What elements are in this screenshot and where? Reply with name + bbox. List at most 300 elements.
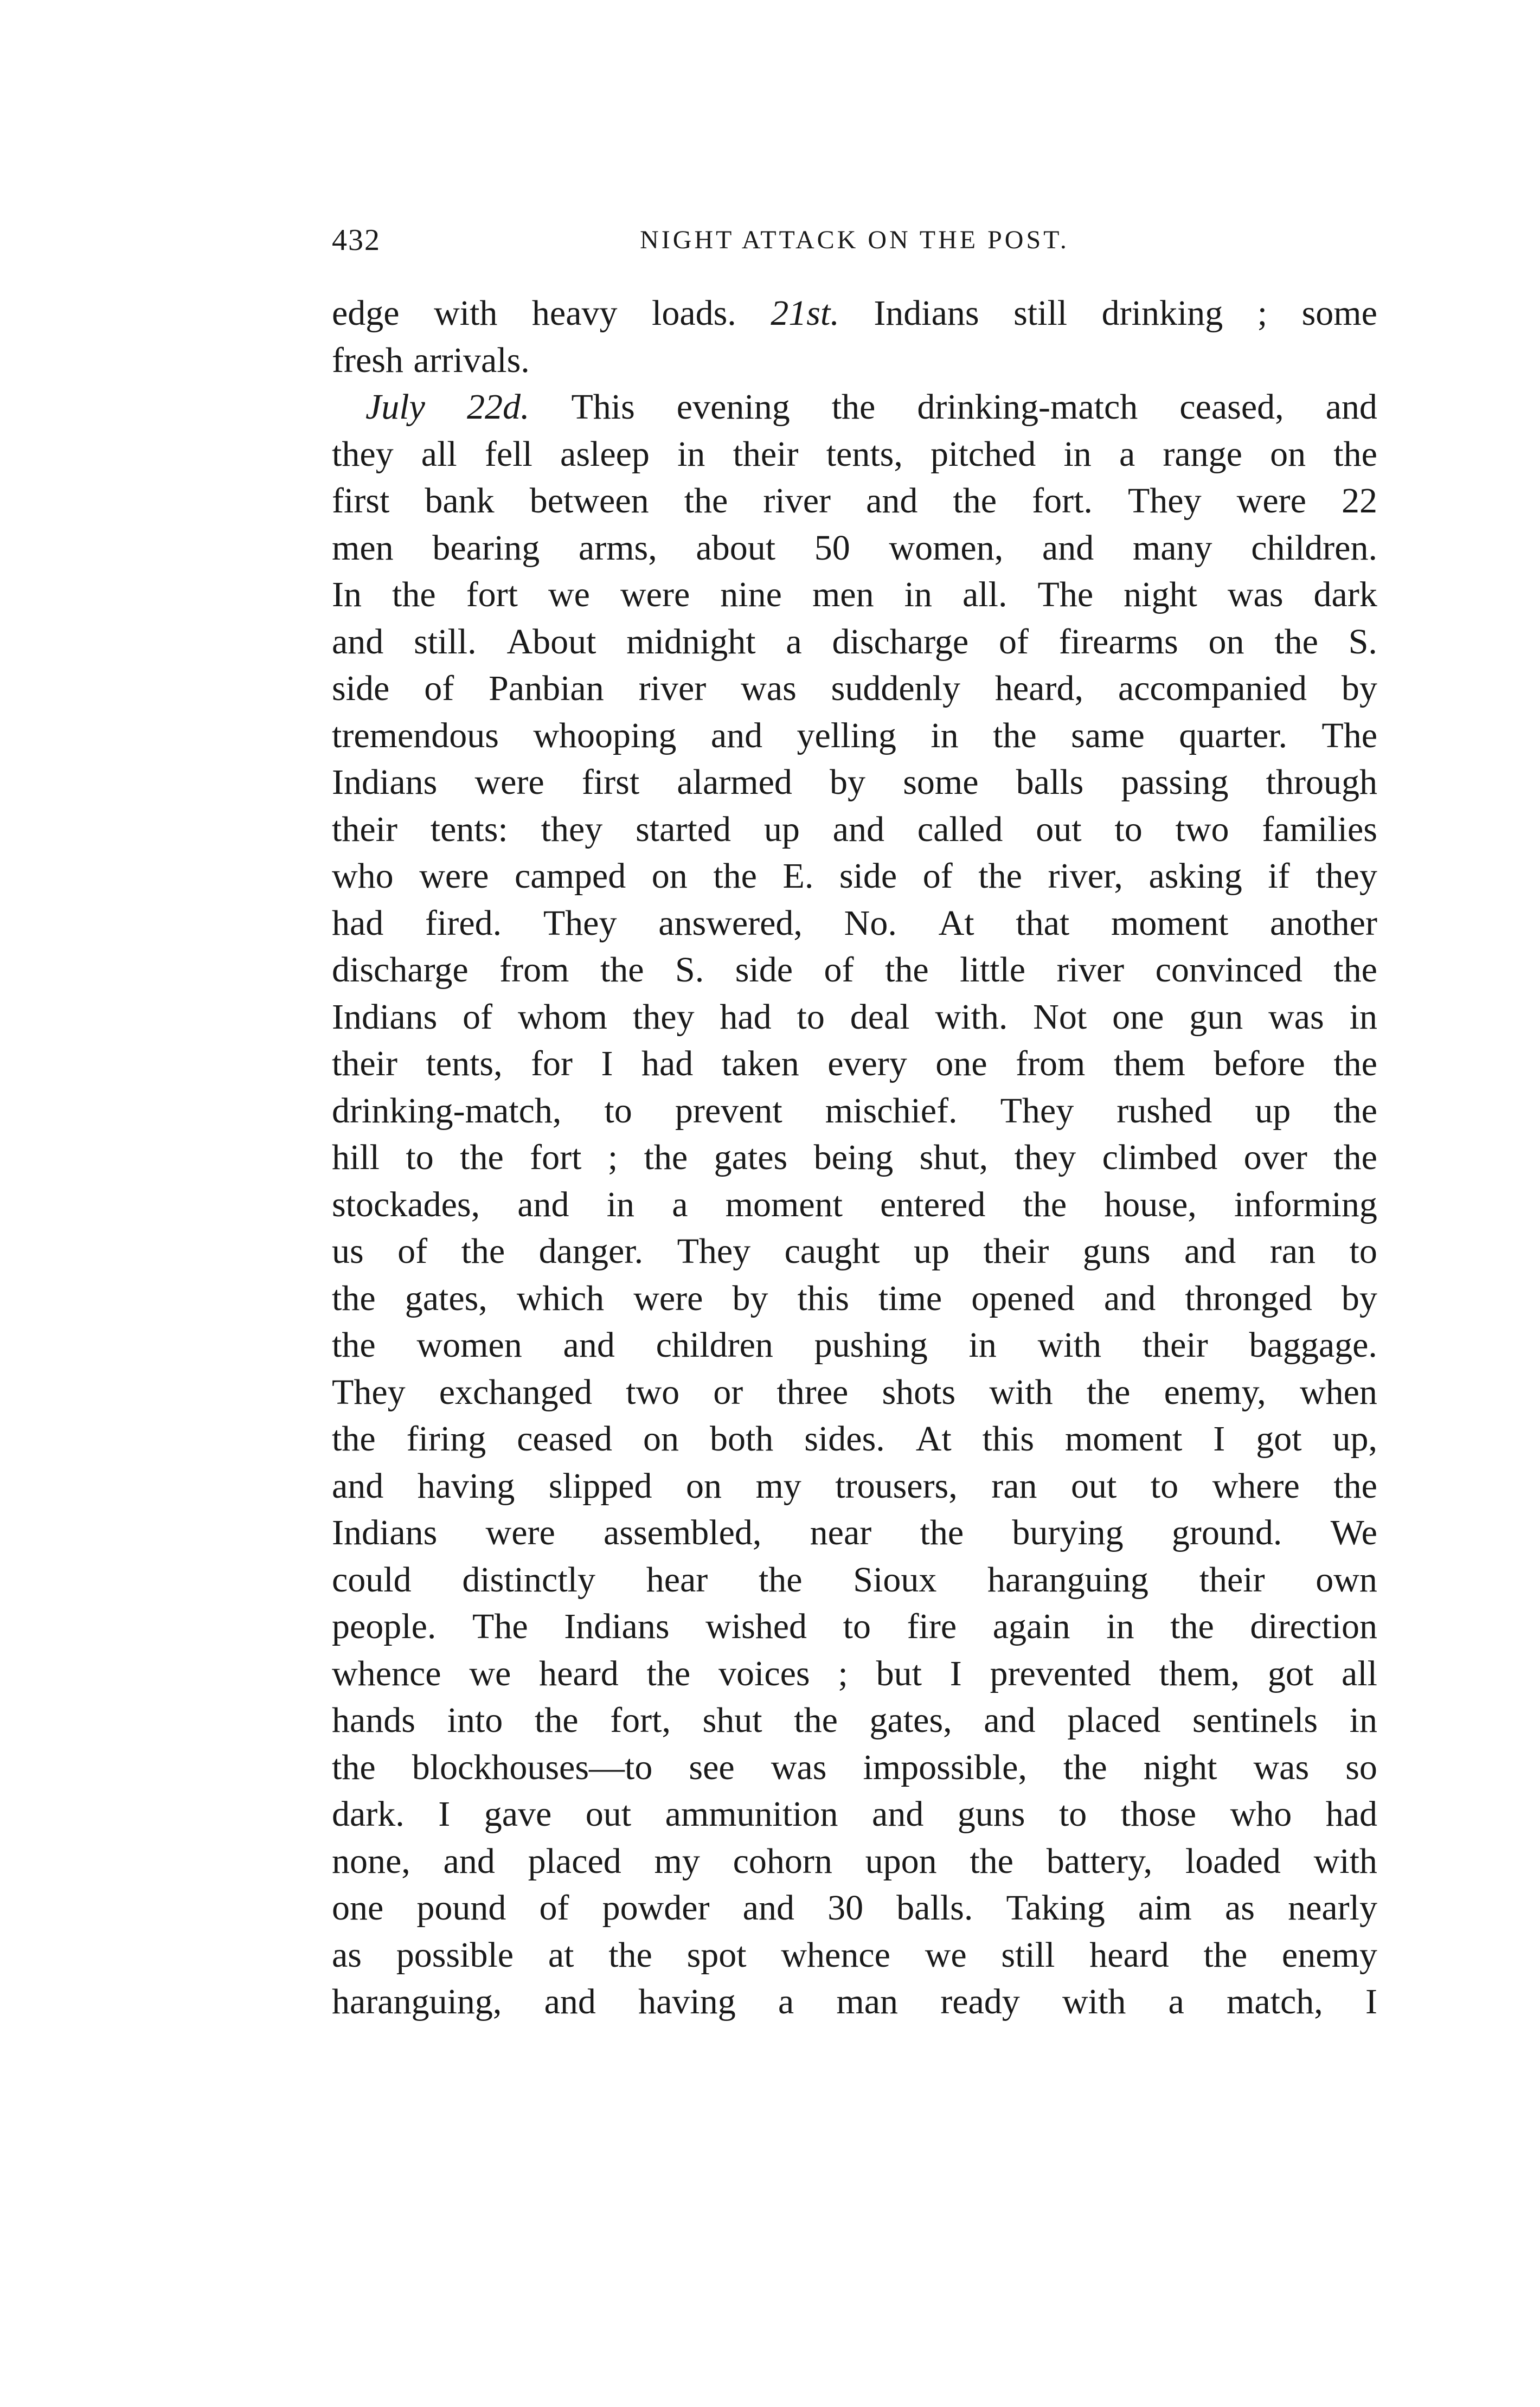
word: and bbox=[517, 1184, 569, 1224]
word: all bbox=[1341, 1653, 1377, 1693]
word: pushing bbox=[814, 1325, 928, 1365]
word: evening bbox=[676, 387, 790, 427]
text-line bbox=[332, 525, 1377, 572]
word: they bbox=[541, 809, 603, 849]
word: tents, bbox=[826, 434, 903, 474]
word: fort bbox=[530, 1138, 582, 1177]
word: to bbox=[406, 1138, 434, 1177]
word: one bbox=[332, 1888, 384, 1928]
word: placed bbox=[528, 1841, 621, 1881]
word: placed bbox=[1067, 1700, 1161, 1740]
word: of bbox=[397, 1231, 428, 1271]
word: the bbox=[1274, 621, 1318, 662]
word: stockades, bbox=[332, 1184, 480, 1224]
word: nearly bbox=[1288, 1888, 1377, 1928]
text-line bbox=[332, 1182, 1377, 1229]
word: the bbox=[758, 1559, 803, 1600]
word: burying bbox=[1012, 1513, 1124, 1552]
word: and bbox=[742, 1888, 794, 1928]
word: night bbox=[1143, 1747, 1217, 1787]
word: time bbox=[878, 1278, 942, 1318]
word: river, bbox=[1048, 856, 1123, 896]
word: drinking-match bbox=[917, 387, 1138, 427]
word: ceased, bbox=[1179, 387, 1284, 427]
word: a bbox=[778, 1982, 794, 2021]
word: all bbox=[421, 434, 457, 474]
word: discharge bbox=[332, 950, 469, 990]
word: river bbox=[638, 669, 707, 708]
word: with bbox=[1313, 1841, 1377, 1881]
word: sides. bbox=[804, 1419, 885, 1459]
word: one bbox=[1112, 997, 1164, 1037]
word: Indians bbox=[332, 997, 438, 1037]
word: hands bbox=[332, 1700, 415, 1740]
word: night bbox=[1124, 575, 1197, 614]
word: fort bbox=[466, 575, 518, 614]
word: were bbox=[485, 1513, 555, 1552]
word: the bbox=[332, 1278, 376, 1318]
word: hear bbox=[646, 1559, 708, 1600]
word: ran bbox=[991, 1466, 1037, 1506]
word: little bbox=[960, 950, 1026, 990]
word: many bbox=[1132, 528, 1212, 568]
word: ready bbox=[940, 1982, 1020, 2021]
word: men bbox=[812, 575, 874, 614]
word: three bbox=[777, 1372, 849, 1412]
word: still bbox=[1001, 1935, 1055, 1975]
word: man bbox=[836, 1982, 899, 2021]
text-line bbox=[332, 1885, 1377, 1932]
word: were bbox=[419, 856, 489, 896]
word: asking bbox=[1148, 856, 1242, 896]
word: again bbox=[992, 1607, 1070, 1646]
word: still bbox=[1013, 293, 1068, 333]
word: this bbox=[797, 1278, 849, 1318]
word: Sioux bbox=[853, 1559, 937, 1600]
word: baggage. bbox=[1249, 1325, 1377, 1365]
word: fort, bbox=[610, 1700, 671, 1740]
word: had bbox=[332, 903, 384, 943]
word: the bbox=[646, 1653, 691, 1693]
italic-word: 21st. bbox=[771, 293, 839, 333]
word: firearms bbox=[1058, 621, 1178, 662]
word: Panbian bbox=[489, 669, 604, 708]
word: dark. bbox=[332, 1794, 405, 1834]
word: the bbox=[1333, 1090, 1377, 1131]
word: to bbox=[1058, 1794, 1087, 1834]
word: fresh bbox=[332, 340, 403, 380]
word: assembled, bbox=[604, 1513, 762, 1552]
word: to bbox=[1150, 1466, 1179, 1506]
text-line bbox=[332, 1134, 1377, 1182]
word: spot bbox=[686, 1935, 747, 1975]
word: pound bbox=[416, 1888, 506, 1928]
text-line bbox=[332, 337, 1377, 384]
word: firing bbox=[406, 1419, 486, 1459]
word: Indians bbox=[564, 1607, 670, 1646]
word: in bbox=[968, 1325, 997, 1365]
text-line bbox=[332, 1228, 1377, 1275]
word: nine bbox=[720, 575, 782, 614]
text-line bbox=[332, 1697, 1377, 1744]
text-line bbox=[332, 1088, 1377, 1135]
word: In bbox=[332, 575, 362, 614]
word: children. bbox=[1251, 528, 1377, 568]
word: the bbox=[1063, 1747, 1107, 1787]
word: or bbox=[713, 1372, 743, 1412]
word: as bbox=[332, 1935, 362, 1975]
word: in bbox=[1349, 997, 1377, 1037]
word: them bbox=[1113, 1044, 1185, 1083]
word: and bbox=[1042, 528, 1094, 568]
word: between bbox=[529, 481, 649, 521]
word: see bbox=[689, 1747, 735, 1787]
word: tents: bbox=[430, 809, 508, 849]
word: balls. bbox=[896, 1888, 973, 1928]
word: whence bbox=[781, 1935, 890, 1975]
word: a bbox=[786, 621, 802, 662]
word: camped bbox=[515, 856, 626, 896]
word: the bbox=[794, 1700, 838, 1740]
word: first bbox=[581, 762, 640, 802]
word: and bbox=[332, 1466, 384, 1506]
word: of bbox=[922, 856, 953, 896]
word: up bbox=[763, 809, 800, 849]
text-line bbox=[332, 1744, 1377, 1792]
word: At bbox=[938, 903, 974, 943]
word: the bbox=[978, 856, 1022, 896]
word: heavy bbox=[531, 293, 618, 333]
word: as bbox=[1224, 1888, 1255, 1928]
word: their bbox=[332, 809, 397, 849]
word: from bbox=[1016, 1044, 1086, 1083]
word: S. bbox=[1348, 621, 1377, 662]
word: the bbox=[332, 1325, 376, 1365]
word: the bbox=[993, 715, 1037, 755]
word: the bbox=[970, 1841, 1013, 1881]
word: I bbox=[438, 1794, 451, 1834]
word: ; bbox=[1257, 293, 1268, 333]
word: danger. bbox=[538, 1231, 644, 1271]
word: and bbox=[544, 1982, 596, 2021]
word: gave bbox=[484, 1794, 552, 1834]
word: having bbox=[417, 1466, 515, 1506]
word: sentinels bbox=[1192, 1700, 1318, 1740]
word: E. bbox=[782, 856, 814, 896]
word: About bbox=[506, 621, 596, 662]
text-line bbox=[332, 478, 1377, 525]
word: on bbox=[686, 1466, 722, 1506]
word: This bbox=[571, 387, 635, 427]
word: the bbox=[1023, 1184, 1067, 1224]
word: who bbox=[332, 856, 394, 896]
word: to bbox=[604, 1090, 632, 1131]
word: yelling bbox=[797, 715, 896, 755]
word: of bbox=[998, 621, 1029, 662]
word: with bbox=[989, 1372, 1053, 1412]
word: river bbox=[1056, 950, 1125, 990]
word: accompanied bbox=[1118, 669, 1307, 708]
word: impossible, bbox=[863, 1747, 1027, 1787]
word: 22 bbox=[1341, 481, 1377, 521]
word: mischief. bbox=[825, 1090, 958, 1131]
word: At bbox=[915, 1419, 952, 1459]
word: where bbox=[1212, 1466, 1300, 1506]
word: and bbox=[1103, 1278, 1156, 1318]
word: with. bbox=[935, 997, 1008, 1037]
word: whence bbox=[332, 1653, 441, 1693]
word: first bbox=[332, 481, 390, 521]
text-line bbox=[332, 1932, 1377, 1979]
word: fell bbox=[484, 434, 532, 474]
word: were bbox=[474, 762, 544, 802]
word: but bbox=[876, 1653, 922, 1693]
word: two bbox=[1175, 809, 1229, 849]
word: tremendous bbox=[332, 715, 499, 755]
word: moment bbox=[1064, 1419, 1183, 1459]
word: same bbox=[1071, 715, 1145, 755]
word: their bbox=[1142, 1325, 1208, 1365]
text-line bbox=[332, 853, 1377, 900]
word: deal bbox=[850, 997, 910, 1037]
word: called bbox=[917, 809, 1003, 849]
word: by bbox=[830, 762, 866, 802]
word: in bbox=[1063, 434, 1092, 474]
word: exchanged bbox=[439, 1372, 592, 1412]
text-line bbox=[332, 713, 1377, 760]
word: into bbox=[447, 1700, 503, 1740]
word: prevent bbox=[675, 1090, 782, 1131]
body-text bbox=[332, 290, 1377, 2026]
word: the bbox=[608, 1935, 652, 1975]
text-line bbox=[332, 384, 1377, 431]
word: tents, bbox=[426, 1044, 503, 1083]
word: the bbox=[392, 575, 436, 614]
word: asleep bbox=[560, 434, 650, 474]
word: taken bbox=[721, 1044, 799, 1083]
word: near bbox=[810, 1513, 872, 1552]
word: 30 bbox=[827, 1888, 864, 1928]
text-line bbox=[332, 900, 1377, 947]
word: the bbox=[920, 1513, 964, 1552]
word: was bbox=[771, 1747, 827, 1787]
italic-word: July bbox=[365, 387, 425, 427]
word: the bbox=[1203, 1935, 1248, 1975]
word: The bbox=[1037, 575, 1094, 614]
word: answered, bbox=[658, 903, 803, 943]
word: my bbox=[755, 1466, 801, 1506]
word: men bbox=[332, 528, 394, 568]
word: at bbox=[548, 1935, 574, 1975]
text-line bbox=[332, 1603, 1377, 1651]
word: was bbox=[1268, 997, 1324, 1037]
word: this bbox=[982, 1419, 1035, 1459]
word: we bbox=[925, 1935, 967, 1975]
word: we bbox=[469, 1653, 511, 1693]
word: slipped bbox=[548, 1466, 652, 1506]
word: prevented bbox=[990, 1653, 1131, 1693]
word: They bbox=[677, 1231, 751, 1271]
word: gates bbox=[714, 1138, 788, 1177]
word: I bbox=[1365, 1982, 1377, 2021]
text-line bbox=[332, 1979, 1377, 2026]
word: on bbox=[643, 1419, 679, 1459]
word: trousers, bbox=[835, 1466, 958, 1506]
word: they bbox=[1316, 856, 1377, 896]
word: and bbox=[866, 481, 918, 521]
word: their bbox=[332, 1044, 397, 1083]
word: ; bbox=[607, 1138, 618, 1177]
text-line bbox=[332, 1322, 1377, 1369]
word: and bbox=[563, 1325, 615, 1365]
word: my bbox=[654, 1841, 700, 1881]
word: of bbox=[424, 669, 454, 708]
word: about bbox=[696, 528, 776, 568]
word: and bbox=[710, 715, 763, 755]
word: up, bbox=[1332, 1419, 1377, 1459]
word: on bbox=[1208, 621, 1244, 662]
word: alarmed bbox=[677, 762, 792, 802]
word: and bbox=[832, 809, 884, 849]
word: entered bbox=[880, 1184, 986, 1224]
word: pitched bbox=[931, 434, 1036, 474]
word: We bbox=[1330, 1513, 1377, 1552]
word: the bbox=[713, 856, 757, 896]
word: hill bbox=[332, 1138, 380, 1177]
word: quarter. bbox=[1179, 715, 1287, 755]
word: They bbox=[543, 903, 617, 943]
word: when bbox=[1299, 1372, 1377, 1412]
word: by bbox=[1341, 669, 1377, 708]
word: discharge bbox=[832, 621, 969, 662]
word: in bbox=[1106, 1607, 1134, 1646]
word: the bbox=[644, 1138, 688, 1177]
word: some bbox=[1301, 293, 1377, 333]
text-line bbox=[332, 1416, 1377, 1463]
word: climbed bbox=[1102, 1138, 1218, 1177]
word: fired. bbox=[425, 903, 502, 943]
word: out bbox=[585, 1794, 632, 1834]
word: the bbox=[1086, 1372, 1131, 1412]
word: on bbox=[651, 856, 688, 896]
word: rushed bbox=[1116, 1090, 1212, 1131]
word: S. bbox=[675, 950, 704, 990]
word: No. bbox=[844, 903, 897, 943]
word: Not bbox=[1033, 997, 1087, 1037]
word: children bbox=[656, 1325, 773, 1365]
word: the bbox=[534, 1700, 579, 1740]
word: gates, bbox=[869, 1700, 952, 1740]
word: Taking bbox=[1006, 1888, 1105, 1928]
word: dark bbox=[1313, 575, 1377, 614]
word: convinced bbox=[1155, 950, 1302, 990]
word: and bbox=[332, 621, 384, 662]
word: over bbox=[1243, 1138, 1307, 1177]
word: edge bbox=[332, 293, 400, 333]
word: they bbox=[332, 434, 394, 474]
word: whom bbox=[518, 997, 607, 1037]
word: heard bbox=[1089, 1935, 1169, 1975]
italic-word: 22d. bbox=[466, 387, 530, 427]
word: fort. bbox=[1032, 481, 1093, 521]
word: if bbox=[1268, 856, 1290, 896]
word: drinking-match, bbox=[332, 1090, 562, 1131]
word: the bbox=[1333, 434, 1377, 474]
word: the bbox=[600, 950, 644, 990]
word: was bbox=[741, 669, 797, 708]
word: moment bbox=[1111, 903, 1229, 943]
word: their bbox=[983, 1231, 1049, 1271]
word: us bbox=[332, 1231, 364, 1271]
word: the bbox=[684, 481, 728, 521]
word: out bbox=[1036, 809, 1082, 849]
word: haranguing bbox=[987, 1559, 1148, 1600]
word: the bbox=[461, 1231, 505, 1271]
page-number: 432 bbox=[332, 223, 381, 257]
text-line bbox=[332, 665, 1377, 713]
word: the bbox=[332, 1747, 376, 1787]
word: the bbox=[332, 1419, 376, 1459]
word: shut bbox=[702, 1700, 762, 1740]
word: the bbox=[1333, 1044, 1377, 1083]
word: caught bbox=[784, 1231, 880, 1271]
word: up bbox=[1255, 1090, 1291, 1131]
word: up bbox=[914, 1231, 950, 1271]
word: had bbox=[641, 1044, 694, 1083]
word: informing bbox=[1234, 1184, 1377, 1224]
text-line bbox=[332, 1651, 1377, 1698]
word: voices bbox=[718, 1653, 810, 1693]
word: direction bbox=[1250, 1607, 1377, 1646]
word: some bbox=[903, 762, 979, 802]
word: opened bbox=[971, 1278, 1075, 1318]
text-line bbox=[332, 1557, 1377, 1604]
word: powder bbox=[602, 1888, 710, 1928]
word: the bbox=[953, 481, 997, 521]
word: range bbox=[1163, 434, 1242, 474]
running-head bbox=[332, 216, 1377, 265]
word: house, bbox=[1104, 1184, 1197, 1224]
word: families bbox=[1262, 809, 1377, 849]
word: loaded bbox=[1185, 1841, 1281, 1881]
word: were bbox=[620, 575, 690, 614]
word: blockhouses—to bbox=[412, 1747, 653, 1787]
word: the bbox=[1170, 1607, 1214, 1646]
word: match, bbox=[1227, 1982, 1323, 2021]
word: and bbox=[1184, 1231, 1236, 1271]
word: upon bbox=[865, 1841, 937, 1881]
word: side bbox=[735, 950, 793, 990]
word: battery, bbox=[1046, 1841, 1153, 1881]
word: was bbox=[1227, 575, 1284, 614]
word: 50 bbox=[814, 528, 850, 568]
word: ceased bbox=[517, 1419, 613, 1459]
word: a bbox=[1119, 434, 1135, 474]
word: midnight bbox=[626, 621, 756, 662]
word: women bbox=[416, 1325, 522, 1365]
word: I bbox=[601, 1044, 613, 1083]
text-line bbox=[332, 1791, 1377, 1838]
word: balls bbox=[1016, 762, 1084, 802]
word: ran bbox=[1269, 1231, 1316, 1271]
word: had bbox=[1325, 1794, 1377, 1834]
text-line bbox=[332, 1838, 1377, 1885]
word: a bbox=[1168, 1982, 1184, 2021]
text-line bbox=[332, 1510, 1377, 1557]
word: ground. bbox=[1171, 1513, 1282, 1552]
text-line bbox=[332, 759, 1377, 806]
word: by bbox=[732, 1278, 768, 1318]
